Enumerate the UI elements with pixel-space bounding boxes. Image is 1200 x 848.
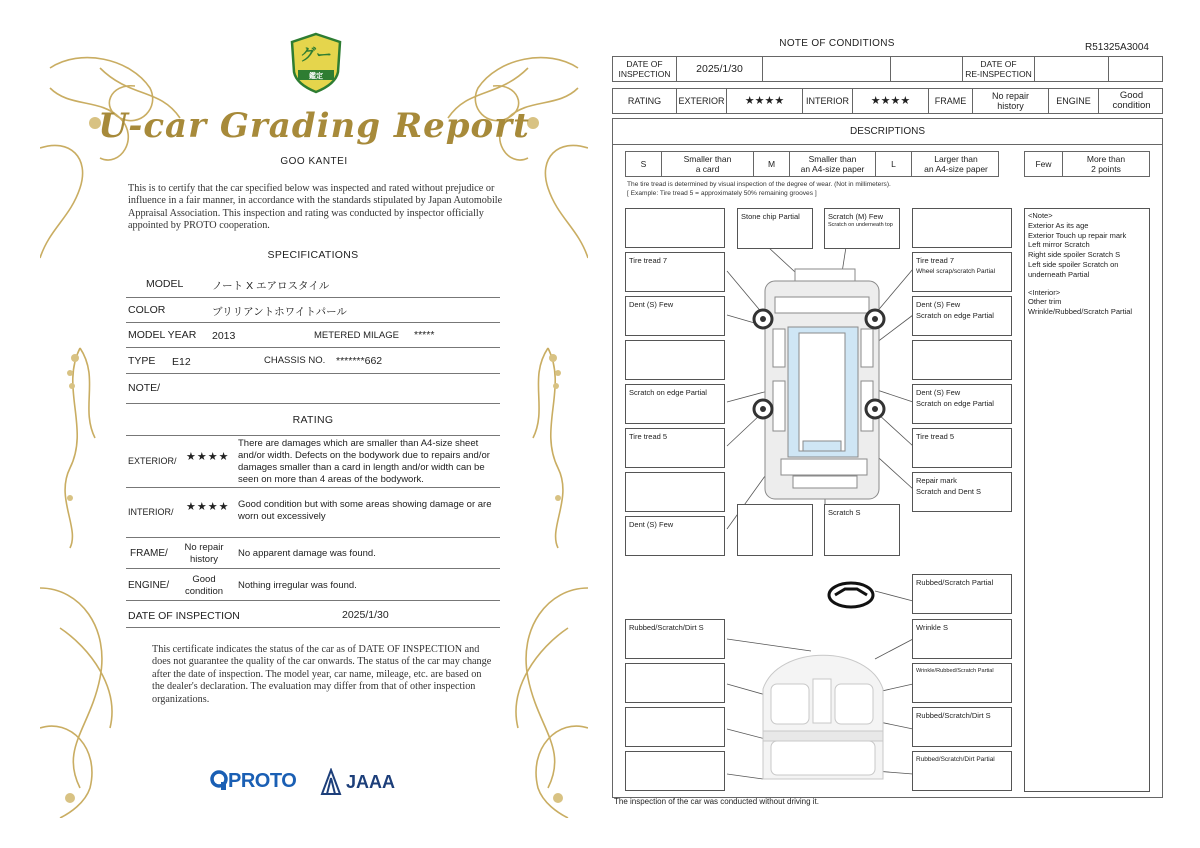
chassis-value: *******662	[336, 355, 383, 367]
type-value: E12	[172, 356, 191, 368]
rating-row-frame	[126, 538, 500, 569]
legend-few: Few	[1025, 152, 1063, 176]
condition-box-scratch-edge-left: Scratch on edge Partial	[625, 384, 725, 424]
rating-row-interior	[126, 488, 500, 538]
steering-wheel-icon	[829, 583, 873, 607]
date-of-inspection-label: DATE OF INSPECTION	[128, 610, 240, 622]
noc-frame-value: No repair history	[973, 89, 1049, 113]
exterior-description: There are damages which are smaller than A4-size sheet and/or width. Defects on the bodywork due to repairs and/or damages smaller than a card in length and/or width can be seen on more than 4 areas of the bodywork.	[238, 438, 490, 485]
legend-m: M	[754, 152, 790, 176]
condition-box-right-blank-1	[912, 340, 1012, 380]
noc-title: NOTE OF CONDITIONS	[779, 38, 895, 49]
svg-text:グー: グー	[299, 45, 333, 64]
date-of-inspection-value: 2025/1/30	[342, 609, 389, 621]
logos	[210, 768, 430, 798]
condition-box-tire-tread-5-left: Tire tread 5	[625, 428, 725, 468]
chassis-label: CHASSIS NO.	[264, 355, 326, 366]
date-reinspection-value	[1035, 57, 1109, 81]
type-label: TYPE	[128, 355, 156, 367]
noc-exterior-label: EXTERIOR	[677, 89, 727, 113]
frame-label: FRAME/	[130, 548, 168, 559]
rating-heading: RATING	[292, 414, 334, 426]
metered-mileage-value: *****	[414, 329, 435, 341]
model-label: MODEL	[146, 278, 184, 290]
condition-box-rubbed-dirt-right: Rubbed/Scratch/Dirt S	[912, 707, 1012, 747]
condition-box-left-blank-2	[625, 472, 725, 512]
specifications-heading: SPECIFICATIONS	[267, 249, 359, 261]
jaaa-logo-text: JAAA	[346, 772, 396, 792]
model-value: ノート X エアロスタイル	[212, 280, 330, 292]
noc-interior-label: INTERIOR	[803, 89, 853, 113]
condition-box-wrinkle-s: Wrinkle S	[912, 619, 1012, 659]
condition-box-tire-tread-7-left: Tire tread 7	[625, 252, 725, 292]
descriptions-heading: DESCRIPTIONS	[613, 119, 1162, 145]
condition-box-rubbed-dirt-partial: Rubbed/Scratch/Dirt Partial	[912, 751, 1012, 791]
descriptions-panel	[612, 118, 1163, 798]
rating-row-engine	[126, 569, 500, 601]
noc-frame-label: FRAME	[929, 89, 973, 113]
spec-row-model-year	[126, 323, 500, 348]
interior-stars: ★★★★	[186, 501, 230, 513]
proto-logo	[210, 770, 296, 793]
exterior-stars: ★★★★	[186, 451, 230, 463]
date-inspection-value: 2025/1/30	[677, 57, 763, 81]
notes-interior-heading: <Interior>	[1028, 287, 1061, 297]
rating-row-exterior	[126, 436, 500, 488]
inspection-date-row	[612, 56, 1163, 82]
goo-kantei-badge-icon	[288, 32, 344, 94]
rating-label: RATING	[613, 89, 677, 113]
note-label: NOTE/	[128, 382, 161, 394]
model-year-label: MODEL YEAR	[128, 329, 197, 341]
legend-s-desc: Smaller than a card	[662, 152, 754, 176]
condition-box-tire-tread-7-right: Tire tread 7 Wheel scrap/scratch Partial	[912, 252, 1012, 292]
condition-box-scratch-s: Scratch S	[824, 504, 900, 556]
condition-box-tire-tread-5-right: Tire tread 5	[912, 428, 1012, 468]
date-reinspection-label: DATE OF RE-INSPECTION	[963, 57, 1035, 81]
condition-box-rubbed-scratch-partial: Rubbed/Scratch Partial	[912, 574, 1012, 614]
rating-summary-row	[612, 88, 1163, 114]
color-value: ブリリアントホワイトパール	[212, 306, 347, 318]
condition-box-scratch-m: Scratch (M) Few Scratch on underneath top	[824, 208, 900, 249]
rating-row-date	[126, 601, 500, 628]
condition-box-interior-left-blank-1	[625, 663, 725, 703]
interior-description: Good condition but with some areas showing damage or are worn out excessively	[238, 499, 492, 522]
condition-box-left-blank-1	[625, 340, 725, 380]
spec-row-color	[126, 298, 500, 323]
spec-row-note	[126, 374, 500, 404]
condition-box-interior-left-blank-3	[625, 751, 725, 791]
legend-l: L	[876, 152, 912, 176]
certificate-intro: This is to certify that the car specified below was inspected and rated without prejudice or influence in a fair manner, in accordance with the standards stipulated by Japan Automobile Appraisal Association. This inspection and rating was conducted by inspector officially appointed by PROTO cooperation.	[128, 183, 503, 232]
frame-value-line2: history	[190, 554, 218, 565]
condition-box-repair-mark: Repair mark Scratch and Dent S	[912, 472, 1012, 512]
condition-box-dent-few-left: Dent (S) Few	[625, 296, 725, 336]
condition-box-wrinkle-rubbed: Wrinkle/Rubbed/Scratch Partial	[912, 663, 1012, 703]
noc-reference-id: R51325A3004	[1085, 42, 1149, 53]
spec-row-model	[126, 272, 500, 298]
condition-box-stone-chip: Stone chip Partial	[737, 208, 813, 249]
svg-text:鑑定: 鑑定	[309, 72, 323, 80]
noc-exterior-stars: ★★★★	[727, 89, 803, 113]
interior-label: INTERIOR/	[128, 507, 174, 517]
condition-box-rear-blank	[737, 504, 813, 556]
notes-heading: <Note>	[1028, 211, 1053, 220]
date-reinspection-blank	[1109, 57, 1164, 81]
condition-box-front-right-blank	[912, 208, 1012, 248]
legend-s: S	[626, 152, 662, 176]
certificate-footer: This certificate indicates the status of the car as of DATE OF INSPECTION and does not guarantee the quality of the car onwards. The status of the car may change after the date of inspection. The model year, car name, mileage, etc. are based on the dealer's declaration. The evaluation may differ from that of other inspection organizations.	[152, 644, 492, 705]
date-inspection-blank-2	[891, 57, 963, 81]
condition-box-interior-left-blank-2	[625, 707, 725, 747]
noc-engine-value: Good condition	[1112, 90, 1151, 111]
size-legend	[625, 151, 999, 177]
condition-box-rubbed-dirt-left: Rubbed/Scratch/Dirt S	[625, 619, 725, 659]
proto-mark-icon	[210, 770, 228, 790]
proto-logo-text: PROTO	[228, 770, 297, 792]
legend-more: More than 2 points	[1086, 154, 1126, 174]
count-legend	[1024, 151, 1150, 177]
date-inspection-label: DATE OF INSPECTION	[613, 57, 677, 81]
frame-description: No apparent damage was found.	[238, 548, 376, 559]
legend-l-desc: Larger than an A4-size paper	[924, 154, 988, 174]
jaaa-mark-icon	[320, 768, 342, 796]
engine-label: ENGINE/	[128, 580, 170, 591]
notes-panel: <Note> Exterior As its age Exterior Touch up repair mark Left mirror Scratch Right side spoiler Scratch S Left side spoiler Scratch on underneath Partial <Interior> Other trim Wrinkle/Rubbed/Scratch Partial	[1024, 208, 1150, 792]
noc-engine-label: ENGINE	[1049, 89, 1099, 113]
frame-value-line1: No repair	[184, 542, 224, 553]
certificate-title: U-car Grading Report	[98, 106, 530, 146]
certificate-subtitle: GOO KANTEI	[280, 156, 348, 167]
spec-row-type	[126, 348, 500, 374]
tread-note: The tire tread is determined by visual inspection of the degree of wear. (Not in millimeters). [ Example: Tire tread 5 = approximately 50% remaining grooves ]	[627, 181, 891, 197]
noc-interior-stars: ★★★★	[853, 89, 929, 113]
engine-value-line2: condition	[184, 586, 224, 597]
model-year-value: 2013	[212, 330, 236, 342]
metered-mileage-label: METERED MILAGE	[314, 330, 399, 341]
noc-footer: The inspection of the car was conducted without driving it.	[614, 797, 819, 806]
rating-heading-rule	[126, 408, 500, 436]
condition-box-dent-few-left-2: Dent (S) Few	[625, 516, 725, 556]
legend-m-desc: Smaller than an A4-size paper	[790, 152, 876, 176]
date-inspection-blank	[763, 57, 891, 81]
condition-box-dent-few-right-2: Dent (S) Few Scratch on edge Partial	[912, 384, 1012, 424]
condition-box-dent-few-right-1: Dent (S) Few Scratch on edge Partial	[912, 296, 1012, 336]
exterior-label: EXTERIOR/	[128, 456, 177, 466]
color-label: COLOR	[128, 304, 166, 316]
grading-certificate	[40, 28, 588, 818]
engine-description: Nothing irregular was found.	[238, 580, 357, 591]
engine-value-line1: Good	[192, 574, 216, 585]
condition-box-front-left-blank	[625, 208, 725, 248]
